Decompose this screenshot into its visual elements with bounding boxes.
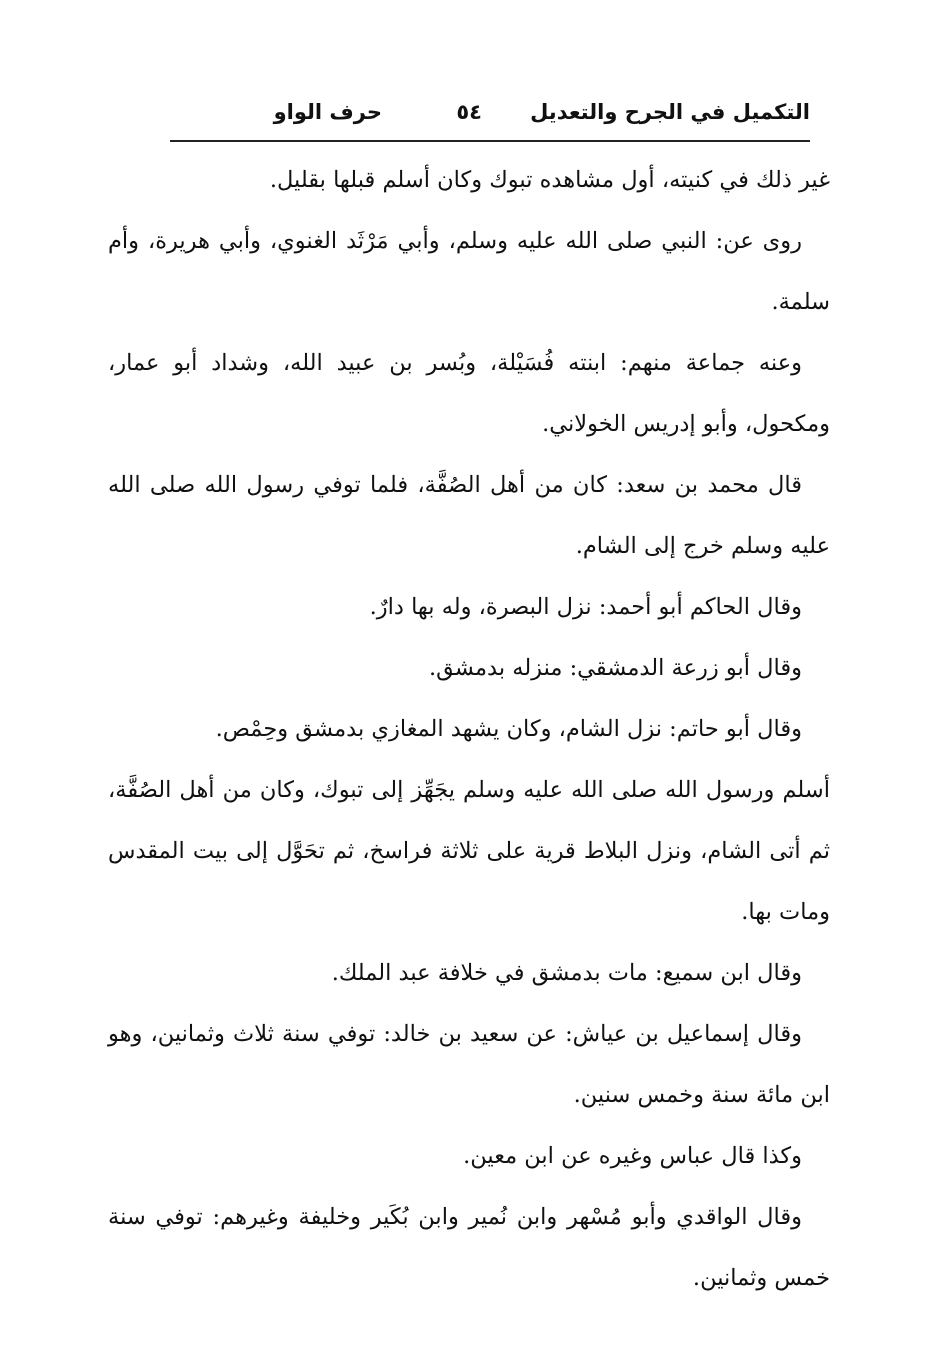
body-text bbox=[108, 150, 830, 1309]
paragraph-8: أسلم ورسول الله صلى الله عليه وسلم يجَهِّز إلى تبوك، وكان من أهل الصُفَّة، ثم أتى الشام، ونزل البلاط قرية على ثلاثة فراسخ، ثم تحَوَّل إلى بيت المقدس ومات بها. bbox=[108, 777, 830, 925]
paragraph-9: وقال ابن سميع: مات بدمشق في خلافة عبد الملك. bbox=[331, 960, 802, 986]
paragraph-2: روى عن: النبي صلى الله عليه وسلم، وأبي مَرْثَد الغنوي، وأبي هريرة، وأم سلمة. bbox=[108, 228, 830, 315]
paragraph-3: وعنه جماعة منهم: ابنته فُسَيْلة، وبُسر بن عبيد الله، وشداد أبو عمار، ومكحول، وأبو إدريس الخولاني. bbox=[108, 350, 830, 437]
paragraph-1: غير ذلك في كنيته، أول مشاهده تبوك وكان أسلم قبلها بقليل. bbox=[269, 167, 830, 193]
paragraph-7: وقال أبو حاتم: نزل الشام، وكان يشهد المغازي بدمشق وحِمْص. bbox=[215, 716, 802, 742]
book-title: التكميل في الجرح والتعديل bbox=[530, 100, 810, 124]
paragraph-12: وقال الواقدي وأبو مُسْهر وابن نُمير وابن بُكَير وخليفة وغيرهم: توفي سنة خمس وثمانين. bbox=[108, 1204, 830, 1291]
paragraph-10: وقال إسماعيل بن عياش: عن سعيد بن خالد: توفي سنة ثلاث وثمانين، وهو ابن مائة سنة وخمس سنين. bbox=[108, 1021, 830, 1108]
paragraph-11: وكذا قال عباس وغيره عن ابن معين. bbox=[463, 1143, 802, 1169]
page-number: ٥٤ bbox=[456, 100, 482, 124]
paragraph-6: وقال أبو زرعة الدمشقي: منزله بدمشق. bbox=[429, 655, 802, 681]
section-title: حرف الواو bbox=[273, 100, 382, 124]
paragraph-4: قال محمد بن سعد: كان من أهل الصُفَّة، فلما توفي رسول الله صلى الله عليه وسلم خرج إلى الشام. bbox=[108, 472, 830, 559]
running-header bbox=[170, 86, 810, 142]
paragraph-5: وقال الحاكم أبو أحمد: نزل البصرة، وله بها دارٌ. bbox=[369, 594, 802, 620]
header-rule bbox=[170, 140, 810, 142]
